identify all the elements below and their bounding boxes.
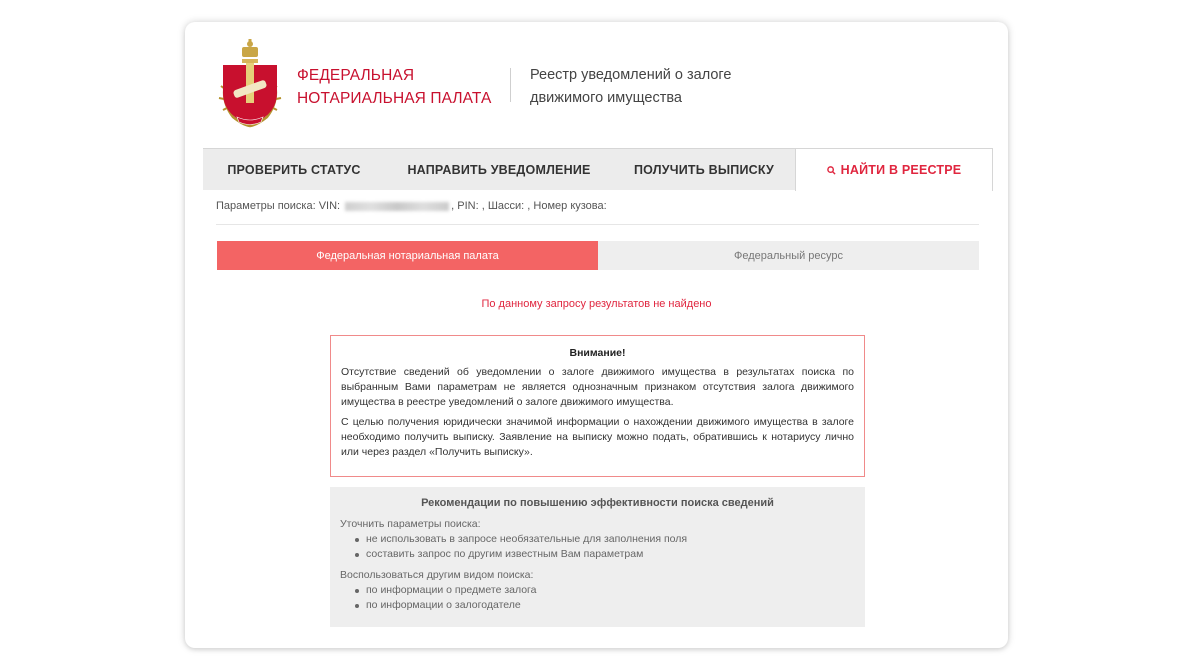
tab-label: НАЙТИ В РЕЕСТРЕ	[840, 163, 962, 177]
tab-check-status[interactable]	[203, 149, 385, 190]
list-item: по информации о залогодателе	[354, 598, 855, 613]
divider	[216, 224, 979, 225]
tab-label: НАПРАВИТЬ УВЕДОМЛЕНИЕ	[407, 162, 591, 177]
vin-value-redacted	[345, 202, 449, 211]
source-tab-federal-notary-chamber[interactable]	[217, 241, 598, 270]
list-item: составить запрос по другим известным Вам параметрам	[354, 547, 855, 562]
notary-chamber-emblem-icon[interactable]	[215, 37, 285, 132]
registry-title-line1: Реестр уведомлений о залоге	[530, 67, 732, 83]
tab-label: ПРОВЕРИТЬ СТАТУС	[227, 162, 361, 177]
list-item: по информации о предмете залога	[354, 583, 855, 598]
search-params-suffix: , PIN: , Шасси: , Номер кузова:	[451, 200, 607, 212]
warning-box	[330, 335, 865, 477]
recommendation-group-title: Воспользоваться другим видом поиска:	[340, 569, 534, 581]
org-name-line1: ФЕДЕРАЛЬНАЯ	[297, 67, 415, 84]
source-tab-label: Федеральный ресурс	[733, 249, 844, 262]
list-item: не использовать в запросе необязательные для заполнения поля	[354, 532, 855, 547]
search-icon	[827, 166, 836, 175]
warning-paragraph: С целью получения юридически значимой информации о нахождении движимого имущества в залоге необходимо получить выписку. Заявление на выписку можно подать, обратившись к нотариусу лично или через раздел «Получить выписку».	[341, 416, 854, 458]
search-params	[216, 200, 607, 212]
main-nav	[203, 148, 993, 190]
warning-paragraph: Отсутствие сведений об уведомлении о залоге движимого имущества в результатах поиска по выбранным Вами параметрам не является однозначным признаком отсутствия залога движимого имущества в реестре уведомлений о залоге движимого имущества.	[341, 366, 854, 408]
source-tabs	[217, 241, 979, 270]
tab-send-notification[interactable]	[385, 149, 613, 190]
recommendation-group-title: Уточнить параметры поиска:	[340, 518, 481, 530]
registry-title-line2: движимого имущества	[530, 90, 682, 106]
source-tab-label: Федеральная нотариальная палата	[316, 249, 499, 262]
registry-title	[530, 64, 731, 110]
org-name	[297, 64, 491, 110]
warning-title: Внимание!	[569, 347, 626, 359]
recommendation-group	[340, 568, 855, 613]
main-card	[185, 22, 1008, 648]
tab-find-in-registry[interactable]	[795, 149, 993, 191]
recommendation-group	[340, 517, 855, 562]
header-divider	[510, 68, 511, 102]
search-params-prefix: Параметры поиска: VIN:	[216, 200, 344, 212]
source-tab-federal-resource[interactable]	[598, 241, 979, 270]
recommendations-title: Рекомендации по повышению эффективности поиска сведений	[421, 497, 774, 509]
org-name-line2: НОТАРИАЛЬНАЯ ПАЛАТА	[297, 90, 492, 107]
no-results-message: По данному запросу результатов не найдено	[481, 298, 712, 310]
recommendations-box	[330, 487, 865, 627]
tab-get-extract[interactable]	[613, 149, 795, 190]
tab-label: ПОЛУЧИТЬ ВЫПИСКУ	[634, 162, 774, 177]
